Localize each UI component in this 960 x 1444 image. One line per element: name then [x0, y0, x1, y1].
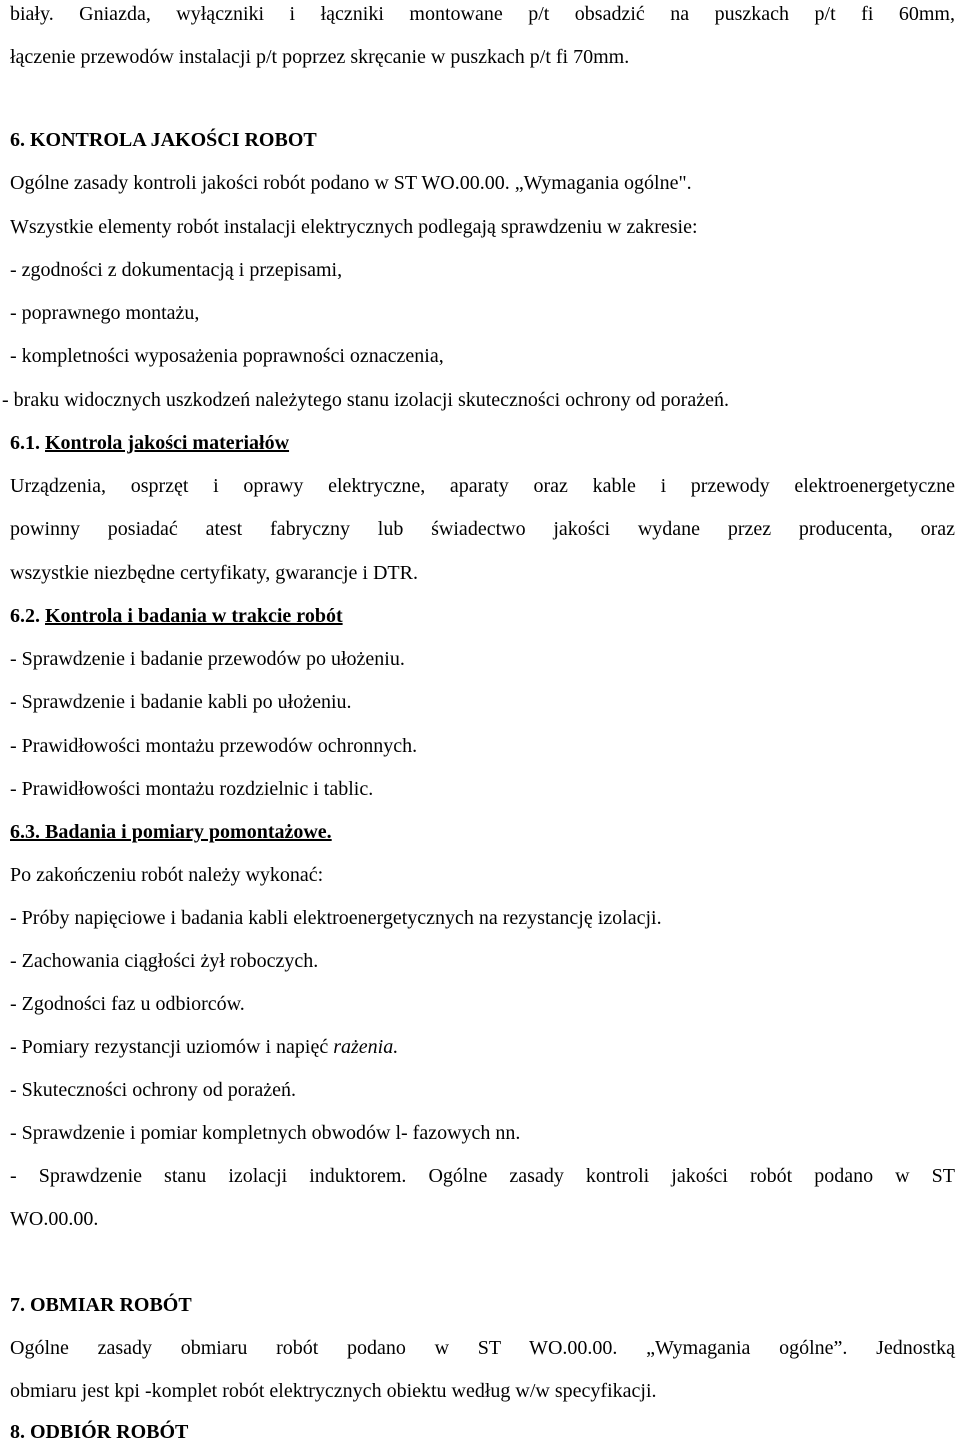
section-6-3-item: - Zgodności faz u odbiorców. [10, 993, 245, 1015]
section-6-3-intro: Po zakończeniu robót należy wykonać: [10, 864, 324, 886]
section-6-3-item: - Próby napięciowe i badania kabli elektroenergetycznych na rezystancję izolacji. [10, 907, 662, 929]
section-6-2-item: - Sprawdzenie i badanie przewodów po ułożeniu. [10, 648, 405, 670]
intro-line-2: łączenie przewodów instalacji p/t poprzez skręcanie w puszkach p/t fi 70mm. [10, 46, 630, 68]
section-6-3-last-line-2: WO.00.00. [10, 1208, 99, 1230]
section-6-2-item: - Prawidłowości montażu przewodów ochronnych. [10, 735, 418, 757]
section-6-item: - zgodności z dokumentacją i przepisami, [10, 259, 343, 281]
section-6-line-1: Ogólne zasady kontroli jakości robót podano w ST WO.00.00. „Wymagania ogólne". [10, 172, 692, 194]
section-6-3-item: - Skuteczności ochrony od porażeń. [10, 1079, 297, 1101]
section-6-1-line-1: Urządzenia, osprzęt i oprawy elektryczne, aparaty oraz kable i przewody elektroenergetyczne [10, 475, 955, 497]
section-6-1-line-3: wszystkie niezbędne certyfikaty, gwarancje i DTR. [10, 562, 418, 584]
section-6-3-item: - Sprawdzenie i pomiar kompletnych obwodów l- fazowych nn. [10, 1122, 521, 1144]
section-6-3-item [10, 1035, 398, 1059]
section-6-3-item-4-italic: rażenia. [333, 1036, 399, 1058]
section-6-3-heading: 6.3. Badania i pomiary pomontażowe. [10, 821, 332, 843]
section-6-3-item-4-prefix: - Pomiary rezystancji uziomów i napięć [10, 1036, 329, 1058]
section-7-heading: 7. OBMIAR ROBÓT [10, 1294, 192, 1316]
section-6-line-2: Wszystkie elementy robót instalacji elektrycznych podlegają sprawdzeniu w zakresie: [10, 216, 698, 238]
section-8-heading: 8. ODBIÓR ROBÓT [10, 1421, 189, 1443]
section-6-2-title: Kontrola i badania w trakcie robót [45, 605, 343, 627]
section-6-2-item: - Sprawdzenie i badanie kabli po ułożeniu. [10, 691, 352, 713]
section-6-3-last-line-1: - Sprawdzenie stanu izolacji induktorem. Ogólne zasady kontroli jakości robót podano w ST [10, 1165, 955, 1187]
section-6-item: - braku widocznych uszkodzeń należytego stanu izolacji skuteczności ochrony od porażeń. [2, 389, 729, 411]
section-6-3-item: - Zachowania ciągłości żył roboczych. [10, 950, 319, 972]
section-6-1-number: 6.1. [10, 432, 40, 454]
intro-line-1: biały. Gniazda, wyłączniki i łączniki montowane p/t obsadzić na puszkach p/t fi 60mm, [10, 3, 955, 25]
section-6-1-heading [10, 431, 289, 455]
section-7-line-1: Ogólne zasady obmiaru robót podano w ST WO.00.00. „Wymagania ogólne”. Jednostką [10, 1337, 955, 1359]
section-7-line-2: obmiaru jest kpi -komplet robót elektrycznych obiektu według w/w specyfikacji. [10, 1380, 657, 1402]
section-6-1-line-2: powinny posiadać atest fabryczny lub świadectwo jakości wydane przez producenta, oraz [10, 518, 955, 540]
section-6-2-heading [10, 604, 343, 628]
section-6-2-number: 6.2. [10, 605, 40, 627]
section-6-item: - poprawnego montażu, [10, 302, 200, 324]
section-6-2-item: - Prawidłowości montażu rozdzielnic i tablic. [10, 778, 374, 800]
section-6-1-title: Kontrola jakości materiałów [45, 432, 290, 454]
section-6-item: - kompletności wyposażenia poprawności oznaczenia, [10, 345, 444, 367]
section-6-heading: 6. KONTROLA JAKOŚCI ROBOT [10, 129, 317, 151]
